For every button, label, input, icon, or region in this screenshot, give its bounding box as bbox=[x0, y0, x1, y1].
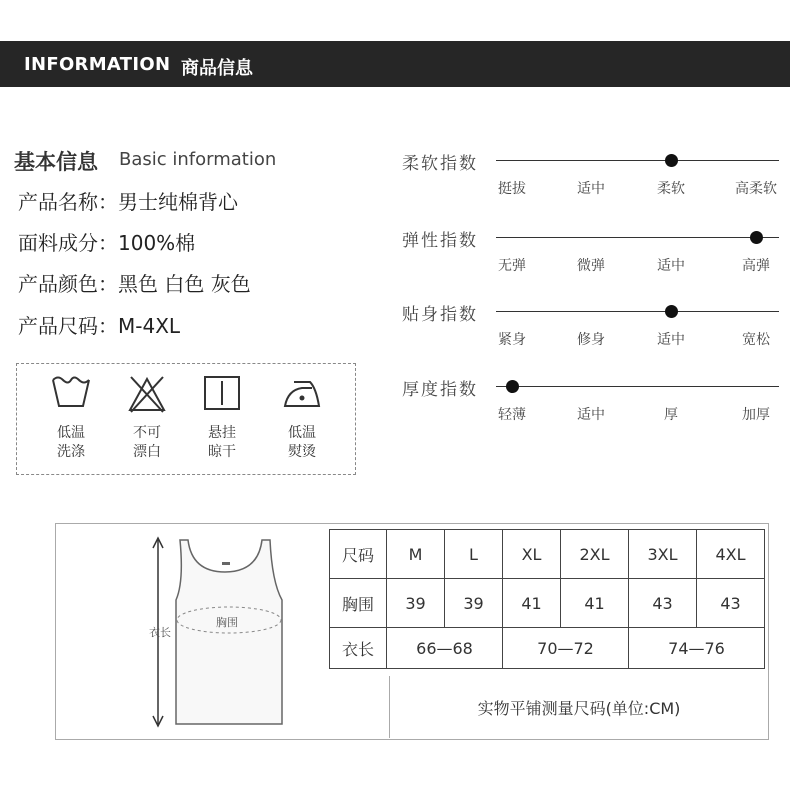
scale-label: 适中 bbox=[577, 407, 605, 423]
care-label: 洗涤 bbox=[57, 444, 85, 460]
size-note: 实物平铺测量尺码(单位:CM) bbox=[477, 699, 681, 718]
size-cell: 4XL bbox=[697, 530, 765, 579]
scale-label: 高柔软 bbox=[735, 181, 777, 197]
scale-label: 厚 bbox=[664, 407, 678, 423]
length-cell: 66—68 bbox=[387, 628, 503, 669]
info-row-material bbox=[18, 227, 195, 256]
info-row-name bbox=[18, 186, 238, 215]
info-value: 男士纯棉背心 bbox=[118, 190, 238, 214]
scale-label: 加厚 bbox=[742, 407, 770, 423]
length-label: 衣长 bbox=[149, 626, 171, 639]
header-bar bbox=[0, 41, 790, 87]
table-row-size bbox=[330, 530, 765, 579]
care-label: 熨烫 bbox=[288, 444, 316, 460]
scale-label: 紧身 bbox=[498, 332, 526, 348]
scale-track-softness bbox=[496, 160, 779, 161]
wash-tub-icon bbox=[49, 374, 93, 410]
chest-cell: 43 bbox=[629, 579, 697, 628]
table-row-chest bbox=[330, 579, 765, 628]
hang-dry-icon bbox=[202, 374, 242, 412]
care-label: 晾干 bbox=[208, 444, 236, 460]
length-cell: 70—72 bbox=[503, 628, 629, 669]
chest-label: 胸围 bbox=[216, 616, 238, 629]
table-header-cell: 尺码 bbox=[330, 530, 387, 579]
scale-track-elasticity bbox=[496, 237, 779, 238]
header-title-en: INFORMATION bbox=[24, 54, 171, 75]
size-cell: 3XL bbox=[629, 530, 697, 579]
care-item-wash bbox=[41, 374, 101, 462]
size-cell: M bbox=[387, 530, 445, 579]
scale-label: 高弹 bbox=[742, 258, 770, 274]
chest-cell: 39 bbox=[445, 579, 503, 628]
info-label: 产品颜色： bbox=[18, 272, 118, 296]
chest-cell: 41 bbox=[561, 579, 629, 628]
chest-cell: 41 bbox=[503, 579, 561, 628]
info-label: 产品名称： bbox=[18, 190, 118, 214]
scale-label: 宽松 bbox=[742, 332, 770, 348]
scale-marker-elasticity bbox=[750, 231, 763, 244]
scale-label: 修身 bbox=[577, 332, 605, 348]
scale-label: 无弹 bbox=[498, 258, 526, 274]
scale-label: 挺拔 bbox=[498, 181, 526, 197]
length-cell: 74—76 bbox=[629, 628, 765, 669]
size-cell: L bbox=[445, 530, 503, 579]
chest-cell: 39 bbox=[387, 579, 445, 628]
scale-marker-softness bbox=[665, 154, 678, 167]
info-label: 产品尺码： bbox=[18, 314, 118, 338]
size-note-box bbox=[389, 676, 768, 738]
scale-marker-thickness bbox=[506, 380, 519, 393]
scale-label: 柔软 bbox=[657, 181, 685, 197]
care-label: 不可 bbox=[133, 425, 161, 441]
care-item-iron bbox=[272, 374, 332, 462]
care-label: 悬挂 bbox=[208, 425, 236, 441]
care-label: 低温 bbox=[288, 425, 316, 441]
table-header-cell: 衣长 bbox=[330, 628, 387, 669]
care-instructions-box bbox=[16, 363, 356, 475]
info-label: 面料成分： bbox=[18, 231, 118, 255]
size-cell: XL bbox=[503, 530, 561, 579]
scale-label: 适中 bbox=[657, 258, 685, 274]
scale-title-softness: 柔软指数 bbox=[402, 154, 478, 174]
scale-title-thickness: 厚度指数 bbox=[402, 380, 478, 400]
care-label: 低温 bbox=[57, 425, 85, 441]
chest-cell: 43 bbox=[697, 579, 765, 628]
scale-title-elasticity: 弹性指数 bbox=[402, 231, 478, 251]
scale-label: 适中 bbox=[577, 181, 605, 197]
info-value: 100%棉 bbox=[118, 231, 196, 255]
scale-marker-fit bbox=[665, 305, 678, 318]
scale-track-fit bbox=[496, 311, 779, 312]
scale-label: 微弹 bbox=[577, 258, 605, 274]
table-header-cell: 胸围 bbox=[330, 579, 387, 628]
scale-label: 适中 bbox=[657, 332, 685, 348]
care-item-hang bbox=[192, 374, 252, 462]
scale-track-thickness bbox=[496, 386, 779, 387]
no-bleach-icon bbox=[125, 374, 169, 414]
basic-info-title-en: Basic information bbox=[119, 149, 277, 170]
table-row-length bbox=[330, 628, 765, 669]
care-label: 漂白 bbox=[133, 444, 161, 460]
scale-title-fit: 贴身指数 bbox=[402, 305, 478, 325]
header-title-cn: 商品信息 bbox=[181, 58, 253, 79]
basic-info-title: 基本信息 bbox=[14, 150, 98, 174]
size-cell: 2XL bbox=[561, 530, 629, 579]
scale-label: 轻薄 bbox=[498, 407, 526, 423]
info-value: M-4XL bbox=[118, 314, 181, 338]
iron-low-icon bbox=[280, 374, 324, 410]
info-row-size bbox=[18, 310, 180, 339]
care-item-bleach bbox=[117, 374, 177, 462]
size-table bbox=[329, 529, 765, 669]
info-value: 黑色 白色 灰色 bbox=[118, 272, 251, 296]
info-row-color bbox=[18, 268, 251, 297]
